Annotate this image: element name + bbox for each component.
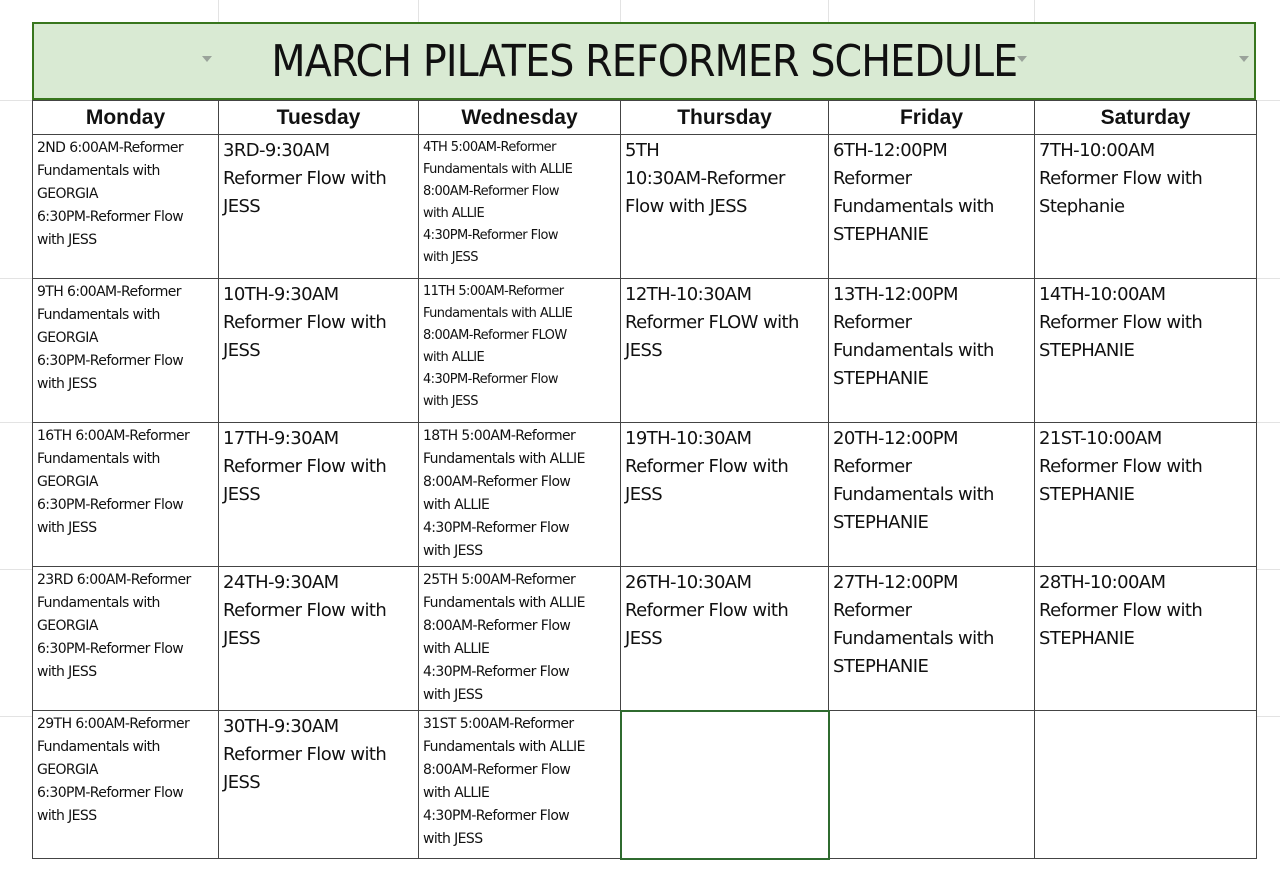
saturday-cell[interactable]: 28TH-10:00AM Reformer Flow with STEPHANIE <box>1035 567 1257 711</box>
monday-cell[interactable]: 29TH 6:00AM-Reformer Fundamentals with GEORGIA 6:30PM-Reformer Flow with JESS <box>33 711 219 859</box>
header-tuesday[interactable]: Tuesday <box>219 101 419 135</box>
thursday-cell[interactable]: 12TH-10:30AM Reformer FLOW with JESS <box>621 279 829 423</box>
thursday-cell-selected[interactable] <box>621 711 829 859</box>
schedule-title: MARCH PILATES REFORMER SCHEDULE <box>271 35 1017 87</box>
wednesday-cell[interactable]: 18TH 5:00AM-Reformer Fundamentals with ALLIE 8:00AM-Reformer Flow with ALLIE 4:30PM-Reformer Flow with JESS <box>419 423 621 567</box>
friday-cell[interactable] <box>829 711 1035 859</box>
header-wednesday[interactable]: Wednesday <box>419 101 621 135</box>
week-row-2 <box>33 279 1257 423</box>
week-row-4 <box>33 567 1257 711</box>
day-header-row <box>33 101 1257 135</box>
thursday-cell[interactable]: 26TH-10:30AM Reformer Flow with JESS <box>621 567 829 711</box>
thursday-cell[interactable]: 5TH 10:30AM-Reformer Flow with JESS <box>621 135 829 279</box>
filter-dropdown-icon[interactable] <box>202 56 212 62</box>
title-cell[interactable] <box>32 22 1256 100</box>
header-saturday[interactable]: Saturday <box>1035 101 1257 135</box>
friday-cell[interactable]: 27TH-12:00PM Reformer Fundamentals with STEPHANIE <box>829 567 1035 711</box>
week-row-3 <box>33 423 1257 567</box>
week-row-1 <box>33 135 1257 279</box>
saturday-cell[interactable] <box>1035 711 1257 859</box>
filter-dropdown-icon[interactable] <box>1017 56 1027 62</box>
filter-dropdown-icon[interactable] <box>1239 56 1249 62</box>
header-friday[interactable]: Friday <box>829 101 1035 135</box>
header-monday[interactable]: Monday <box>33 101 219 135</box>
monday-cell[interactable]: 9TH 6:00AM-Reformer Fundamentals with GEORGIA 6:30PM-Reformer Flow with JESS <box>33 279 219 423</box>
thursday-cell[interactable]: 19TH-10:30AM Reformer Flow with JESS <box>621 423 829 567</box>
tuesday-cell[interactable]: 3RD-9:30AM Reformer Flow with JESS <box>219 135 419 279</box>
friday-cell[interactable]: 6TH-12:00PM Reformer Fundamentals with STEPHANIE <box>829 135 1035 279</box>
friday-cell[interactable]: 13TH-12:00PM Reformer Fundamentals with STEPHANIE <box>829 279 1035 423</box>
wednesday-cell[interactable]: 25TH 5:00AM-Reformer Fundamentals with ALLIE 8:00AM-Reformer Flow with ALLIE 4:30PM-Reformer Flow with JESS <box>419 567 621 711</box>
saturday-cell[interactable]: 7TH-10:00AM Reformer Flow with Stephanie <box>1035 135 1257 279</box>
monday-cell[interactable]: 2ND 6:00AM-Reformer Fundamentals with GEORGIA 6:30PM-Reformer Flow with JESS <box>33 135 219 279</box>
tuesday-cell[interactable]: 24TH-9:30AM Reformer Flow with JESS <box>219 567 419 711</box>
wednesday-cell[interactable]: 11TH 5:00AM-Reformer Fundamentals with ALLIE 8:00AM-Reformer FLOW with ALLIE 4:30PM-Reformer Flow with JESS <box>419 279 621 423</box>
saturday-cell[interactable]: 14TH-10:00AM Reformer Flow with STEPHANIE <box>1035 279 1257 423</box>
header-thursday[interactable]: Thursday <box>621 101 829 135</box>
schedule-table <box>32 100 1257 860</box>
wednesday-cell[interactable]: 31ST 5:00AM-Reformer Fundamentals with ALLIE 8:00AM-Reformer Flow with ALLIE 4:30PM-Reformer Flow with JESS <box>419 711 621 859</box>
monday-cell[interactable]: 16TH 6:00AM-Reformer Fundamentals with GEORGIA 6:30PM-Reformer Flow with JESS <box>33 423 219 567</box>
tuesday-cell[interactable]: 10TH-9:30AM Reformer Flow with JESS <box>219 279 419 423</box>
tuesday-cell[interactable]: 17TH-9:30AM Reformer Flow with JESS <box>219 423 419 567</box>
schedule-sheet <box>32 22 1256 860</box>
friday-cell[interactable]: 20TH-12:00PM Reformer Fundamentals with STEPHANIE <box>829 423 1035 567</box>
week-row-5 <box>33 711 1257 859</box>
saturday-cell[interactable]: 21ST-10:00AM Reformer Flow with STEPHANIE <box>1035 423 1257 567</box>
tuesday-cell[interactable]: 30TH-9:30AM Reformer Flow with JESS <box>219 711 419 859</box>
monday-cell[interactable]: 23RD 6:00AM-Reformer Fundamentals with GEORGIA 6:30PM-Reformer Flow with JESS <box>33 567 219 711</box>
wednesday-cell[interactable]: 4TH 5:00AM-Reformer Fundamentals with ALLIE 8:00AM-Reformer Flow with ALLIE 4:30PM-Reformer Flow with JESS <box>419 135 621 279</box>
